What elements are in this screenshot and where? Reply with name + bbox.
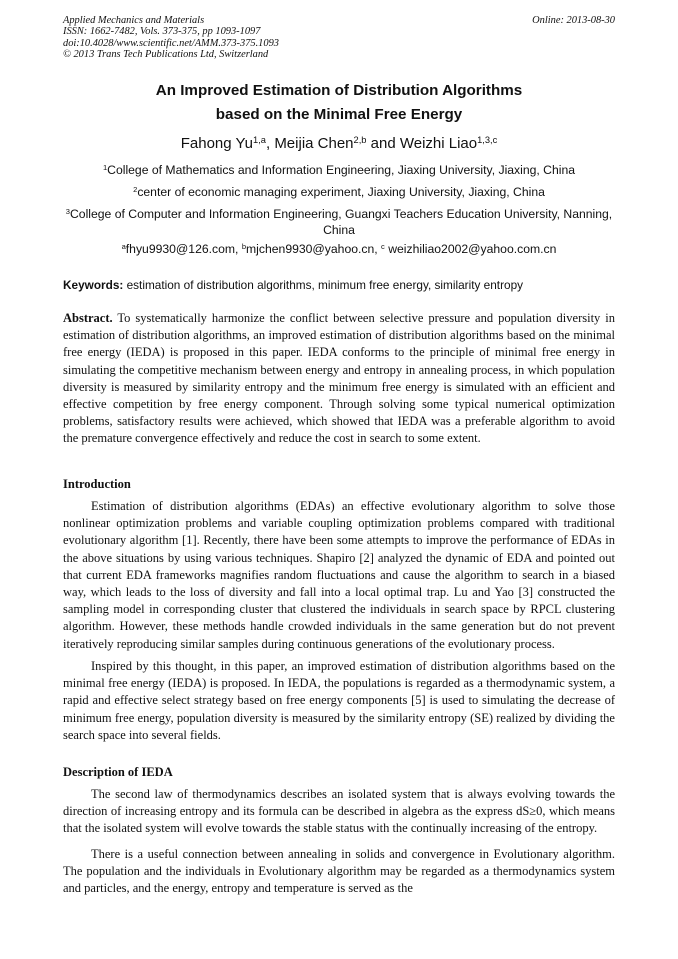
journal-header xyxy=(63,15,279,61)
email-address: fhyu9930@126.com, xyxy=(125,242,242,256)
abstract xyxy=(63,310,615,448)
abstract-text: To systematically harmonize the conflict between selective pressure and population diversity in estimation of distribution algorithms, an improved estimation of distribution algorithms based on the minimal free energy (IEDA) is proposed in this paper. IEDA conforms to the principle of minimal free energy in simulating the competitive mechanism between energy and entropy in annealing process, in which population diversity is measured by similarity entropy and the minimum free energy is simulated with an efficient and effective competition by free energy component. Through solving some typical numerical optimization problems, satisfactory results were achieved, which showed that IEDA was a preferable algorithm to avoid the premature convergence effectively and reduce the cost in search to some extent. xyxy=(63,311,615,446)
abstract-label: Abstract. xyxy=(63,311,113,325)
author-list xyxy=(0,135,678,152)
email-sup: b xyxy=(241,241,247,251)
paper-title xyxy=(0,79,678,127)
affiliation-text: College of Computer and Information Engineering, Guangxi Teachers Education University, Nanning, China xyxy=(70,207,613,237)
author-sep: , xyxy=(265,135,275,152)
email-address: weizhiliao2002@yahoo.com.cn xyxy=(384,242,557,256)
affiliation-sup: 1 xyxy=(102,162,108,172)
keywords-label: Keywords: xyxy=(63,278,124,292)
affiliation-sup: 3 xyxy=(65,206,70,216)
affiliation-1 xyxy=(63,163,615,179)
affiliation-3 xyxy=(63,207,615,238)
author-name: Weizhi Liao xyxy=(399,135,478,152)
email-sup: c xyxy=(381,241,385,251)
copyright-line: © 2013 Trans Tech Publications Ltd, Switzerland xyxy=(63,49,269,61)
author-name: Meijia Chen xyxy=(274,135,354,152)
email-address: mjchen9930@yahoo.cn, xyxy=(246,242,382,256)
email-sup: a xyxy=(121,241,126,251)
affiliation-text: center of economic managing experiment, Jiaxing University, Jiaxing, China xyxy=(137,185,545,199)
email-line xyxy=(63,242,615,258)
introduction-paragraph-2: Inspired by this thought, in this paper, an improved estimation of distribution algorithms based on the minimal free energy (IEDA) is proposed. In IEDA, the populations is regarded as a thermodynamic system, a rapid and effective select strategy based on free energy components [5] is used to simulating the decrease of minimum free energy, population diversity is measured by the similarity entropy (SE) realized by dividing the search space into several fields. xyxy=(63,659,615,742)
author-name: Fahong Yu xyxy=(180,135,254,152)
introduction-paragraph-1: Estimation of distribution algorithms (EDAs) an effective evolutionary algorithm to solve those nonlinear optimization problems and variable coupling optimization problems compared with traditional evolutionary algorithm [1]. Recently, there have been some attempts to improve the performance of EDAs in the above situations by using various techniques. Shapiro [2] analyzed the dynamic of EDA and pointed out that current EDA frameworks magnifies random fluctuations and cause the algorithm to search in a biased way, which leads to the loss of diversity and fall into a local optimal trap. Lu and Yao [3] constructed the sampling model in corresponding cluster that clustered the individuals in search space by RPCL clustering algorithm. However, these methods handle crowded individuals in the same generation but do not prevent iteratively reproducing similar samples during continuous generations of the evolutionary process. xyxy=(63,499,615,651)
affiliation-sup: 2 xyxy=(133,184,138,194)
title-line-1: An Improved Estimation of Distribution Algorithms xyxy=(155,82,523,99)
introduction-heading: Introduction xyxy=(63,477,131,491)
description-paragraph-2: There is a useful connection between annealing in solids and convergence in Evolutionary algorithm. The population and the individuals in Evolutionary algorithm may be regarded as a thermodynamics system and particles, and the energy, entropy and temperature is served as the xyxy=(63,847,615,896)
description-heading: Description of IEDA xyxy=(63,765,173,779)
keywords xyxy=(63,278,615,292)
online-date: Online: 2013-08-30 xyxy=(532,15,615,26)
description-paragraph-1: The second law of thermodynamics describes an isolated system that is always evolving towards the direction of increasing entropy and its formula can be described in algebra as the express dS≥0, which means that the isolated system will evolve towards the stable status with the continually increasing of the entropy. xyxy=(63,787,615,836)
keywords-text: estimation of distribution algorithms, minimum free energy, similarity entropy xyxy=(123,278,524,292)
affiliation-text: College of Mathematics and Information Engineering, Jiaxing University, Jiaxing, China xyxy=(107,163,576,177)
journal-name: Applied Mechanics and Materials xyxy=(63,15,205,26)
doi-line: doi:10.4028/www.scientific.net/AMM.373-375.1093 xyxy=(63,37,279,49)
author-sup: 2,b xyxy=(353,134,367,145)
title-line-2: based on the Minimal Free Energy xyxy=(215,106,463,123)
author-sup: 1,a xyxy=(253,134,266,145)
affiliation-2 xyxy=(63,185,615,201)
author-sup: 1,3,c xyxy=(477,134,498,145)
issn-line: ISSN: 1662-7482, Vols. 373-375, pp 1093-1097 xyxy=(63,26,261,38)
author-sep: and xyxy=(366,135,400,152)
